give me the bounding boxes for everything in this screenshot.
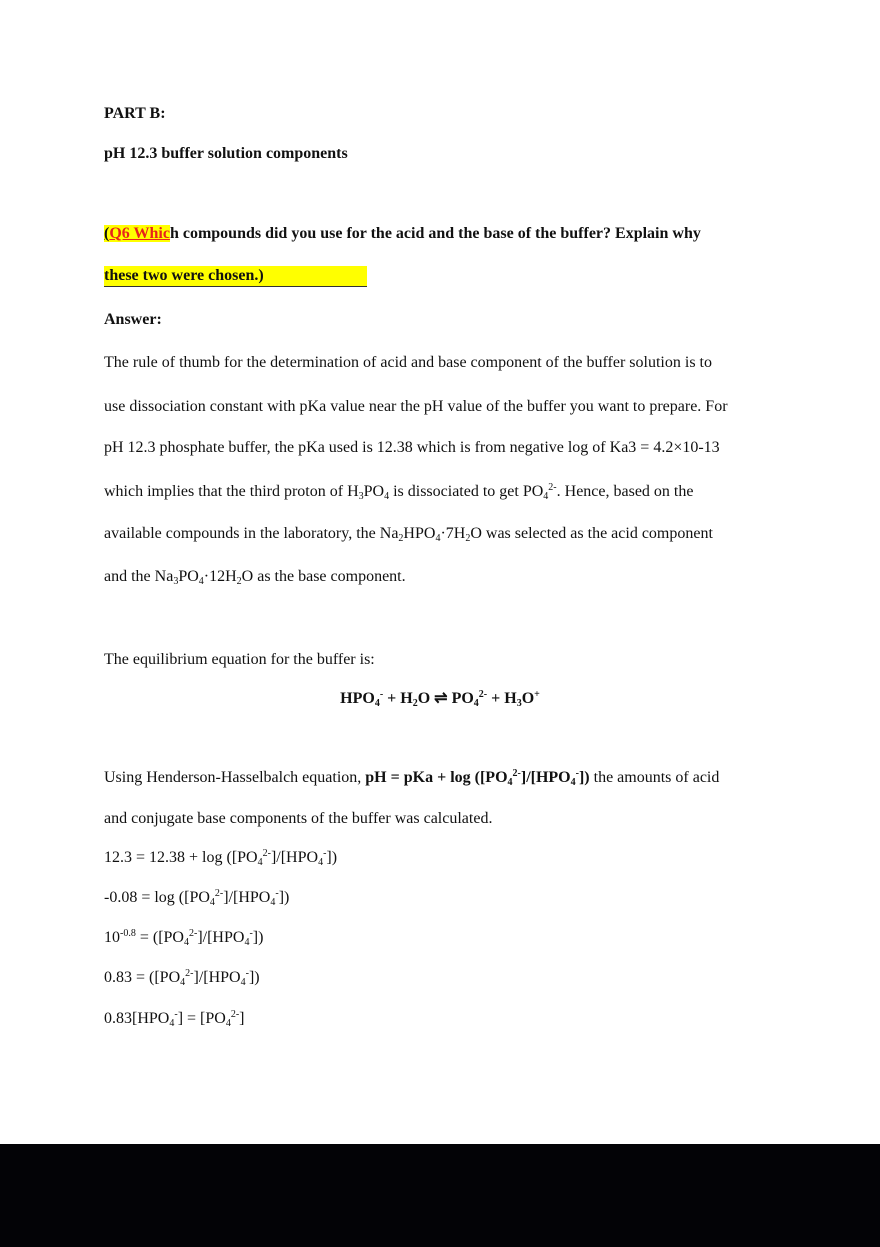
paragraph-line: pH 12.3 phosphate buffer, the pKa used is 12.38 which is from negative log of Ka3 = 4.2×10-13 xyxy=(104,439,720,456)
calc-line: $12.3 = 12.38 + \log ([PO_4^{2-}]/[HPO_4^-])$ xyxy=(104,848,338,868)
calc-line: $0.83 = ([PO_4^{2-}]/[HPO_4^-])$ xyxy=(104,968,260,988)
paragraph-line: and the $Na_3PO_4\cdot 12H_2O$ as the base component. xyxy=(104,568,406,587)
calc-line: $0.83[HPO_4^-] = [PO_4^{2-}]$ xyxy=(104,1009,245,1029)
calc-line: $10^{-0.8} = ([PO_4^{2-}]/[HPO_4^-])$ xyxy=(104,928,264,948)
part-heading: PART B: xyxy=(104,105,166,122)
answer-label: Answer: xyxy=(104,311,162,328)
question-line-2: these two were chosen.) xyxy=(104,266,367,287)
equilibrium-intro: The equilibrium equation for the buffer is: xyxy=(104,651,375,668)
hh-line-1: Using Henderson-Hasselbalch equation, pH = pKa + $\log ([PO_4^{2-}]/[HPO_4^-])$ the amounts of acid xyxy=(104,768,720,788)
paragraph-line: use dissociation constant with pKa value near the pH value of the buffer you want to prepare. For xyxy=(104,398,728,415)
bottom-black-bar xyxy=(0,1144,880,1247)
question-label: (Q6 Whic xyxy=(104,225,170,242)
calc-line: $-0.08 = \log ([PO_4^{2-}]/[HPO_4^-])$ xyxy=(104,888,290,908)
hh-line-2: and conjugate base components of the buffer was calculated. xyxy=(104,810,493,827)
paragraph-line: which implies that the third proton of $H_3PO_4$ is dissociated to get $PO_4^{2-}$. Hence, based on the xyxy=(104,482,694,502)
question-line-1: (Q6 Which compounds did you use for the acid and the base of the buffer? Explain why xyxy=(104,225,701,242)
equilibrium-equation: $HPO_4^- + H_2O$ ⇌ $PO_4^{2-} + H_3O^+$ xyxy=(340,689,540,709)
section-title: pH 12.3 buffer solution components xyxy=(104,145,348,162)
paragraph-line: available compounds in the laboratory, the $Na_2HPO_4\cdot 7H_2O$ was selected as the acid component xyxy=(104,525,713,544)
paragraph-line: The rule of thumb for the determination of acid and base component of the buffer solution is to xyxy=(104,354,712,371)
